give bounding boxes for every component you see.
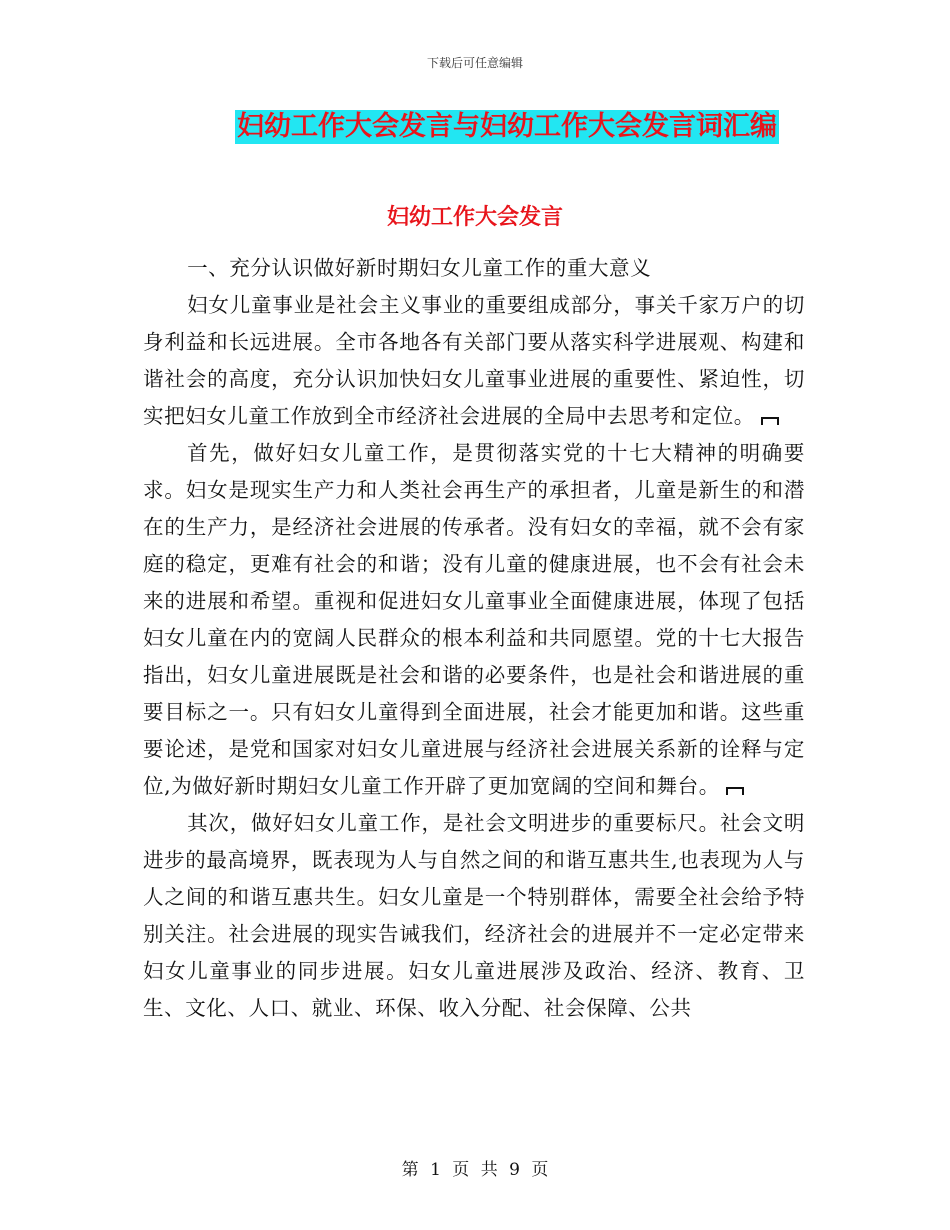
header-note: 下载后可任意编辑 — [426, 56, 523, 70]
paragraph-mark-icon — [761, 417, 779, 425]
page-number: 第 1 页 共 9 页 — [401, 1160, 549, 1180]
section-title: 妇幼工作大会发言 — [386, 205, 563, 230]
paragraph: 首先，做好妇女儿童工作，是贯彻落实党的十七大精神的明确要求。妇女是现实生产力和人类社会再生产的承担者，儿童是新生的和潜在的生产力，是经济社会进展的传承者。没有妇女的幸福，就不会有家庭的稳定，更难有社会的和谐；没有儿童的健康进展，也不会有社会未来的进展和希望。重视和促进妇女儿童事业全面健康进展，体现了包括妇女儿童在内的宽阔人民群众的根本利益和共同愿望。党的十七大报告指出，妇女儿童进展既是社会和谐的必要条件，也是社会和谐进展的重要目标之一。只有妇女儿童得到全面进展，社会才能更加和谐。这些重要论述，是党和国家对妇女儿童进展与经济社会进展关系新的诠释与定位,为做好新时期妇女儿童工作开辟了更加宽阔的空间和舞台。 — [143, 441, 805, 798]
paragraph: 其次，做好妇女儿童工作，是社会文明进步的重要标尺。社会文明进步的最高境界，既表现为人与自然之间的和谐互惠共生,也表现为人与人之间的和谐互惠共生。妇女儿童是一个特别群体，需要全社会给予特别关注。社会进展的现实告诫我们，经济社会的进展并不一定必定带来妇女儿童事业的同步进展。妇女儿童进展涉及政治、经济、教育、卫生、文化、人口、就业、环保、收入分配、社会保障、公共 — [143, 811, 805, 1020]
paragraph: 妇女儿童事业是社会主义事业的重要组成部分，事关千家万户的切身利益和长远进展。全市各地各有关部门要从落实科学进展观、构建和谐社会的高度，充分认识加快妇女儿童事业进展的重要性、紧迫性，切实把妇女儿童工作放到全市经济社会进展的全局中去思考和定位。 — [143, 293, 805, 428]
document-title: 妇幼工作大会发言与妇幼工作大会发言词汇编 — [237, 111, 777, 142]
paragraph-heading: 一、充分认识做好新时期妇女儿童工作的重大意义 — [187, 256, 652, 280]
paragraph-mark-icon — [726, 787, 744, 795]
document-body — [143, 250, 805, 1027]
